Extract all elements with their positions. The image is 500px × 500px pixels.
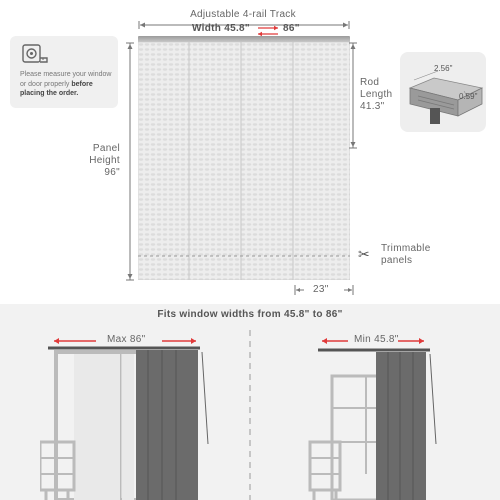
width-range-max: 86" xyxy=(283,23,300,34)
trimmable-label-2: panels xyxy=(381,255,413,266)
panel-height-dimension-line xyxy=(125,42,135,282)
section-divider xyxy=(247,330,253,500)
min-panels-dark xyxy=(376,352,426,500)
tape-measure-icon xyxy=(22,42,48,66)
max-panels-dark xyxy=(136,350,198,500)
rod-length-value: 41.3" xyxy=(360,101,385,112)
measure-note: Please measure your window or door properly before placing the order. xyxy=(20,71,112,97)
rod-length-dimension-line xyxy=(348,42,358,150)
panel-2 xyxy=(189,42,242,280)
fit-range-title: Fits window widths from 45.8" to 86" xyxy=(157,309,343,320)
max-width-label: Max 86" xyxy=(107,334,146,345)
rod-length-label-1: Rod xyxy=(360,77,380,88)
rail-height-label: 0.59" xyxy=(459,92,478,101)
panel-height-label-2: Height xyxy=(89,155,120,166)
min-width-scene xyxy=(308,344,438,500)
trimmable-label-1: Trimmable xyxy=(381,243,431,254)
panel-3 xyxy=(241,42,294,280)
min-width-label: Min 45.8" xyxy=(354,334,399,345)
panel-width-value: 23" xyxy=(313,284,329,295)
max-width-scene xyxy=(40,344,210,500)
scissors-icon: ✂ xyxy=(358,246,370,262)
panel-4 xyxy=(293,42,350,280)
panel-height-label-1: Panel xyxy=(92,143,120,154)
width-range-min: Width 45.8" xyxy=(192,23,250,34)
panel-1 xyxy=(138,42,191,280)
rail-width-label: 2.56" xyxy=(434,64,453,73)
rod-length-label-2: Length xyxy=(360,89,393,100)
track-label: Adjustable 4-rail Track xyxy=(190,9,296,20)
panel-height-value: 96" xyxy=(104,167,120,178)
panels-illustration xyxy=(138,42,350,280)
